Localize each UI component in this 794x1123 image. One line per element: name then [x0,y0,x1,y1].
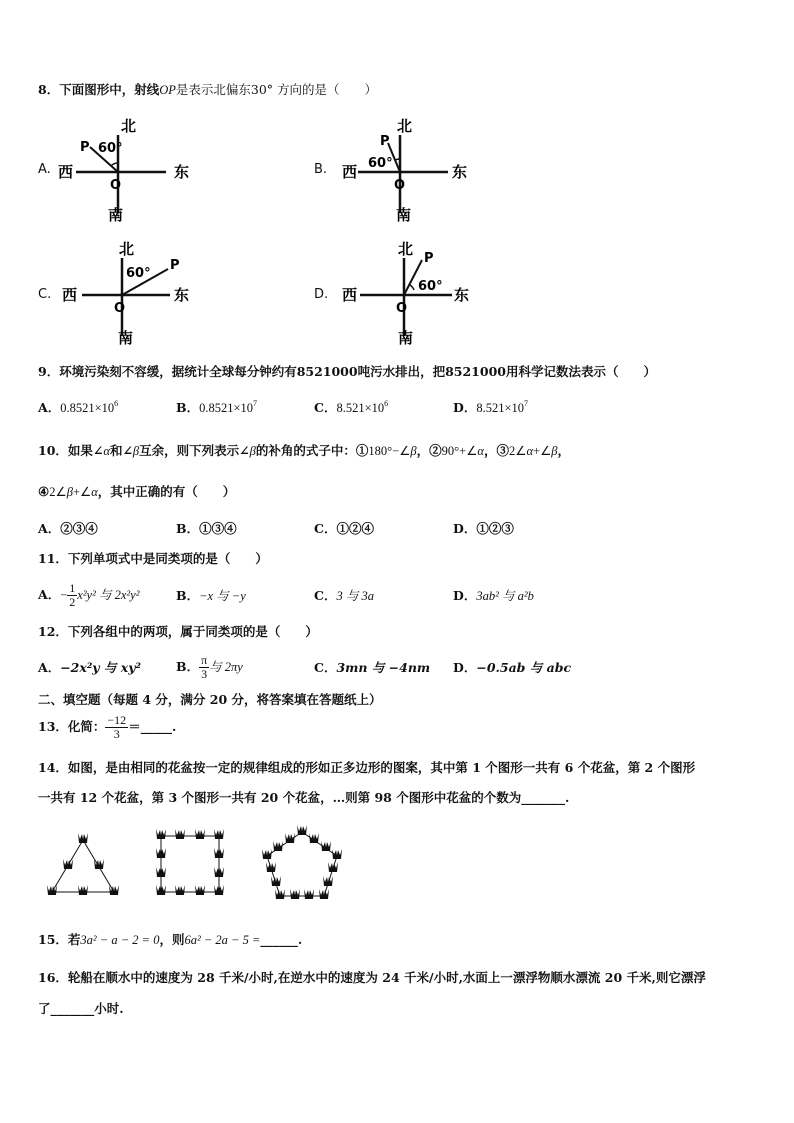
q11-option-b: B．−x 与 −y [176,588,246,603]
q9-stem: 9．环境污染刻不容缓，据统计全球每分钟约有8521000吨污水排出，把8521000用科学记数法表示（ ） [38,364,656,379]
q12-option-d: D．−0.5ab 与 abc [453,660,572,675]
north-label: 北 [121,117,137,135]
q8-stem: 8．下面图形中，射线OP是表示北偏东30° 方向的是（ ） [38,82,378,97]
east-label: 东 [452,163,468,181]
angle-label: 60° [126,266,151,281]
east-label: 东 [454,286,470,304]
q14-line2: 一共有 12 个花盆，第 3 个图形一共有 20 个花盆，…则第 98 个图形中花盆的个数为_______. [38,790,570,805]
q8-option-b-label: B. [314,162,328,177]
q12-stem: 12．下列各组中的两项，属于同类项的是（ ） [38,624,318,639]
q10-stem-line2: ④2∠β+∠α，其中正确的有（ ） [38,484,236,499]
point-p-label: P [424,251,434,266]
angle-label: 60° [98,141,123,156]
q8-option-b-compass [340,115,480,225]
angle-label: 60° [368,156,393,171]
west-label: 西 [342,286,358,304]
q8-option-c-label: C. [38,287,52,302]
q12-option-b: B． $\frac{\pi}{3}$ 与 2πy [176,653,243,681]
angle-label: 60° [418,279,443,294]
q12-option-a: A．−2x²y 与 xy² [38,660,141,675]
q10-stem-line1: 10．如果∠α和∠β互余，则下列表示∠β的补角的式子中：①180°−∠β，②90°+∠α，③2∠α+∠β， [38,443,571,458]
q8-option-d-compass [340,238,480,348]
point-p-label: P [80,140,90,155]
south-label: 南 [108,206,124,224]
q11-option-c: C．3 与 3a [314,588,374,603]
q8-option-a-compass [58,115,198,225]
q8-option-a-label: A. [38,162,51,177]
south-label: 南 [118,329,134,347]
flower-pot-pattern-figure [40,818,360,913]
q9-option-a: A．$0.8521\times 10^6$ [38,399,119,415]
north-label: 北 [398,240,414,258]
south-label: 南 [396,206,412,224]
q11-option-a: A．− $\frac{1}{2}$ x²y² 与 2x²y² [38,581,140,609]
q11-stem: 11．下列单项式中是同类项的是（ ） [38,551,268,566]
origin-label: O [394,178,406,193]
origin-label: O [396,301,408,316]
q9-option-d: D．$8.521\times 10^7$ [453,399,529,415]
west-label: 西 [58,163,74,181]
north-label: 北 [119,240,135,258]
pentagon-pot-pattern [262,825,342,899]
q16-line2: 了_______小时. [38,1001,124,1016]
q13: 13．化简： $\frac{-12}{3}$ ＝_____. [38,713,177,741]
north-label: 北 [397,117,413,135]
q11-option-d: D．3ab² 与 a²b [453,588,534,603]
q10-option-d: D．①②③ [453,521,514,536]
origin-label: O [110,178,122,193]
triangle-pot-pattern [47,833,119,895]
origin-label: O [114,301,126,316]
q14-line1: 14．如图，是由相同的花盆按一定的规律组成的形如正多边形的图案，其中第 1 个图形一共有 6 个花盆，第 2 个图形 [38,760,696,775]
q10-option-b: B．①③④ [176,521,237,536]
west-label: 西 [342,163,358,181]
point-p-label: P [170,258,180,273]
section-fill-in-header: 二、填空题（每题 4 分，满分 20 分，将答案填在答题纸上） [38,692,382,707]
q8-option-c-compass [62,238,202,348]
q12-option-c: C．3mn 与 −4nm [314,660,431,675]
q9-option-b: B．$0.8521\times 10^7$ [176,399,258,415]
south-label: 南 [398,329,414,347]
q10-option-c: C．①②④ [314,521,374,536]
west-label: 西 [62,286,78,304]
east-label: 东 [174,286,190,304]
q10-option-a: A．②③④ [38,521,98,536]
q8-option-d-label: D. [314,287,329,302]
square-pot-pattern [156,829,224,895]
point-p-label: P [380,134,390,149]
q15: 15．若3a² − a − 2 = 0，则6a² − 2a − 5 =______. [38,932,303,947]
east-label: 东 [174,163,190,181]
q16-line1: 16．轮船在顺水中的速度为 28 千米/小时,在逆水中的速度为 24 千米/小时,水面上一漂浮物顺水漂流 20 千米,则它漂浮 [38,970,706,985]
q9-option-c: C．$8.521\times 10^6$ [314,399,389,415]
